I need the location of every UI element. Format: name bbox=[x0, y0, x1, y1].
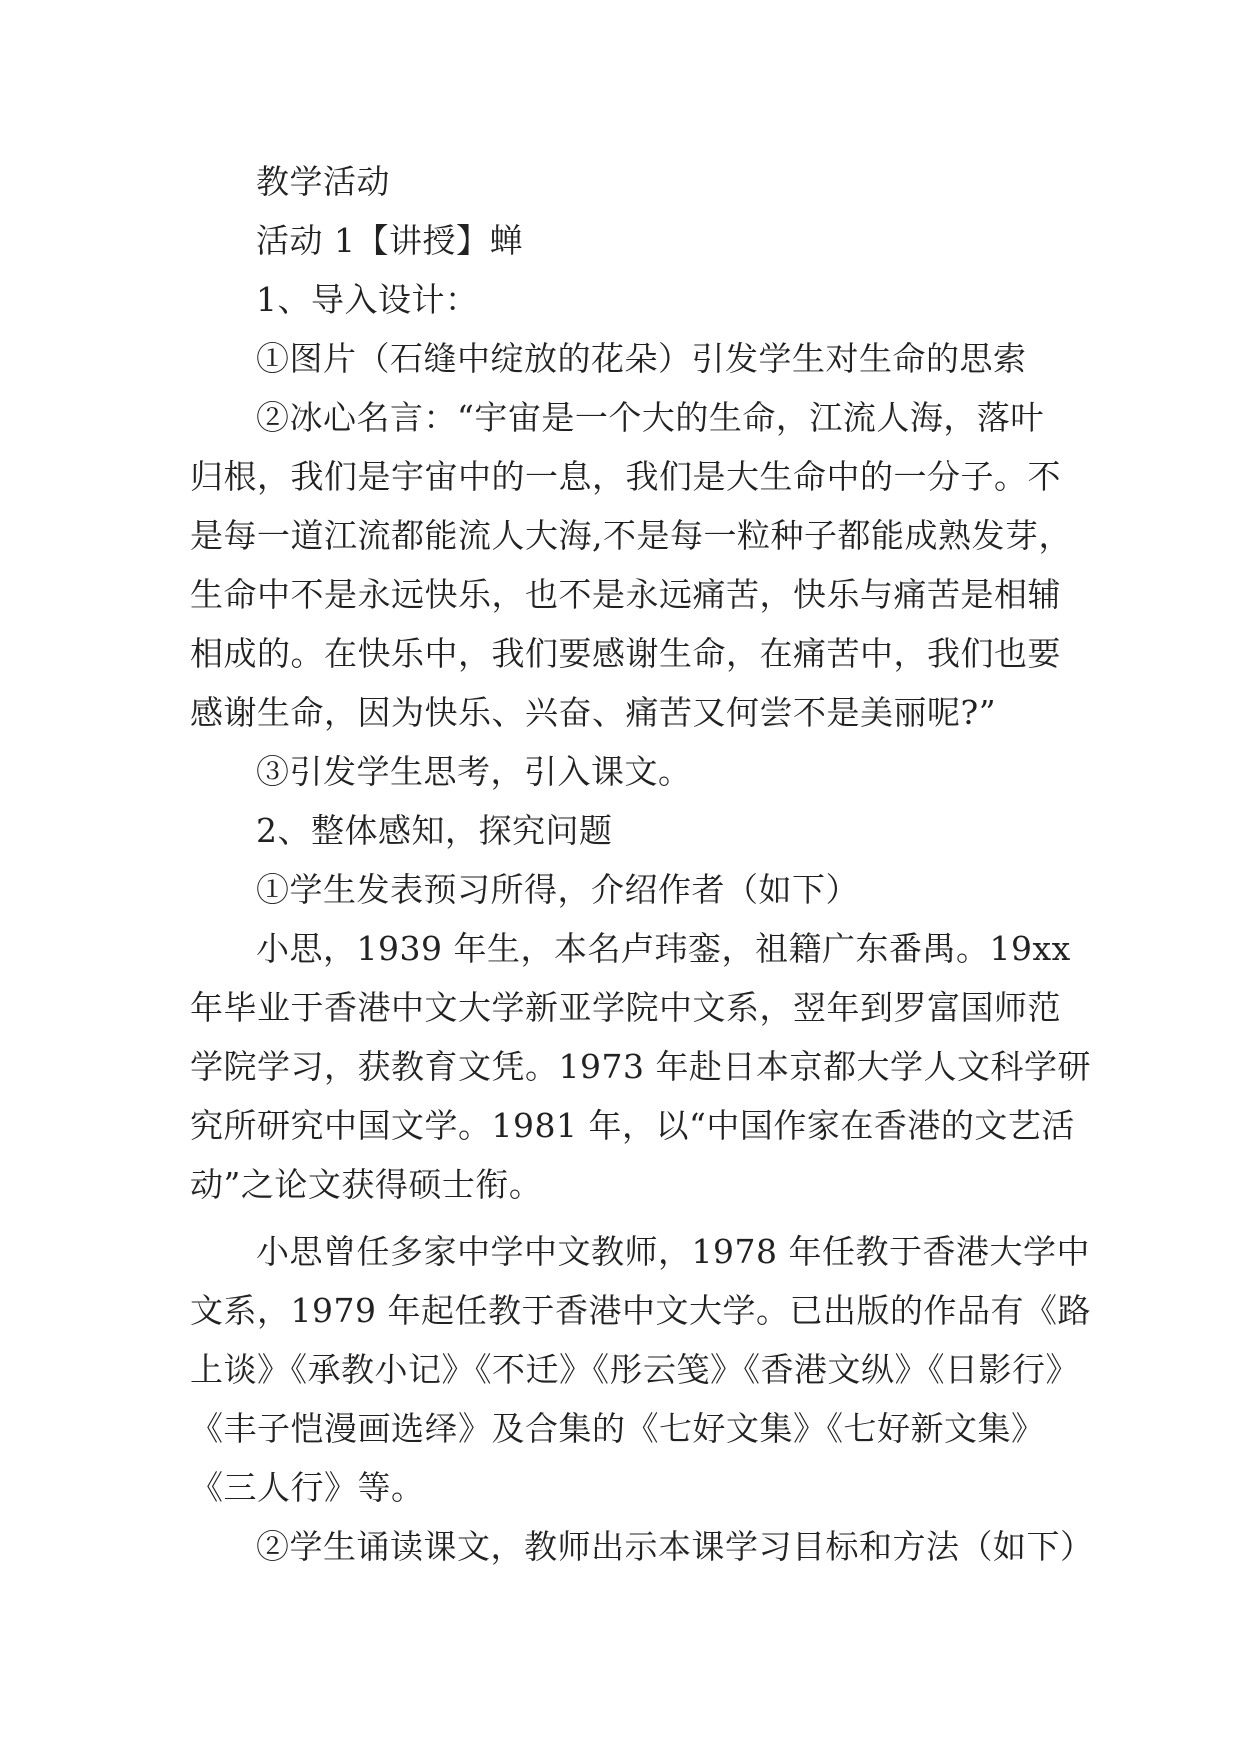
paragraph-line: ②学生诵读课文，教师出示本课学习目标和方法（如下） bbox=[256, 1527, 1094, 1566]
paragraph-line: 上谈》《承教小记》《不迁》《彤云笺》《香港文纵》《日影行》 bbox=[190, 1350, 1079, 1389]
section-heading: 教学活动 bbox=[256, 162, 390, 201]
paragraph-line: 《三人行》等。 bbox=[190, 1468, 425, 1507]
paragraph-line: 小思曾任多家中学中文教师，1978 年任教于香港大学中 bbox=[256, 1232, 1090, 1271]
paragraph-line: 生命中不是永远快乐，也不是永远痛苦，快乐与痛苦是相辅 bbox=[190, 575, 1061, 614]
paragraph-line: 学院学习，获教育文凭。1973 年赴日本京都大学人文科学研 bbox=[190, 1047, 1091, 1086]
step-heading: 2、整体感知，探究问题 bbox=[256, 811, 613, 850]
paragraph-line: 《丰子恺漫画选绎》及合集的《七好文集》《七好新文集》 bbox=[190, 1409, 1045, 1448]
paragraph-line: ①图片（石缝中绽放的花朵）引发学生对生命的思索 bbox=[256, 339, 1027, 378]
paragraph-line: ①学生发表预习所得，介绍作者（如下） bbox=[256, 870, 859, 909]
activity-title: 活动 1【讲授】蝉 bbox=[256, 221, 523, 260]
paragraph-line: 相成的。在快乐中，我们要感谢生命，在痛苦中，我们也要 bbox=[190, 634, 1061, 673]
paragraph-line: ②冰心名言：“宇宙是一个大的生命，江流人海，落叶 bbox=[256, 398, 1044, 437]
step-heading: 1、导入设计： bbox=[256, 280, 479, 319]
paragraph-line: 究所研究中国文学。1981 年，以“中国作家在香港的文艺活 bbox=[190, 1106, 1075, 1145]
paragraph-line: 归根，我们是宇宙中的一息，我们是大生命中的一分子。不 bbox=[190, 457, 1061, 496]
paragraph-line: ③引发学生思考，引入课文。 bbox=[256, 752, 692, 791]
paragraph-line: 感谢生命，因为快乐、兴奋、痛苦又何尝不是美丽呢?” bbox=[190, 693, 997, 732]
paragraph-line: 文系，1979 年起任教于香港中文大学。已出版的作品有《路 bbox=[190, 1291, 1091, 1330]
paragraph-line: 小思，1939 年生，本名卢玮銮，祖籍广东番禺。19xx bbox=[256, 929, 1071, 968]
paragraph-line: 是每一道江流都能流人大海,不是每一粒种子都能成熟发芽， bbox=[190, 516, 1072, 555]
paragraph-line: 年毕业于香港中文大学新亚学院中文系，翌年到罗富国师范 bbox=[190, 988, 1061, 1027]
document-body bbox=[190, 152, 1094, 1576]
paragraph-line: 动”之论文获得硕士衔。 bbox=[190, 1165, 543, 1204]
